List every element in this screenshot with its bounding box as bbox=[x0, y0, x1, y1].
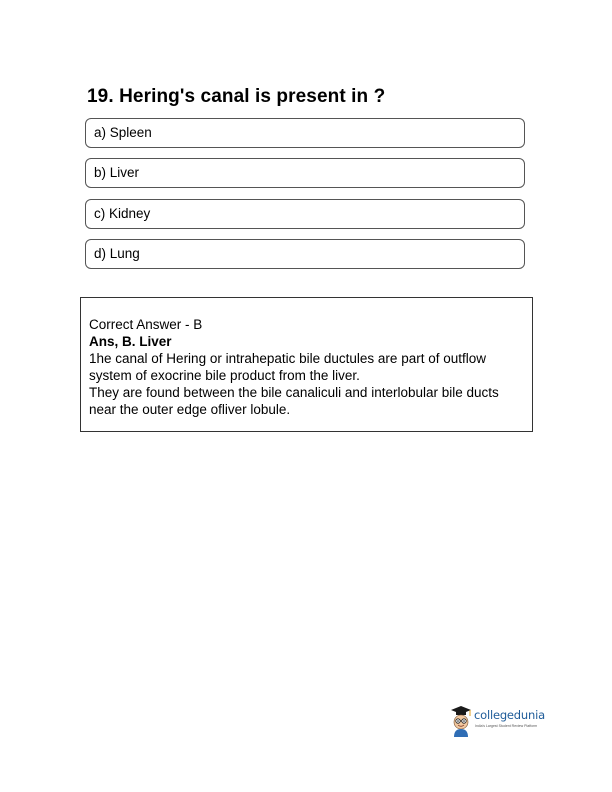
answer-heading: Ans, B. Liver bbox=[89, 334, 172, 349]
question-title: 19. Hering's canal is present in ? bbox=[87, 86, 386, 107]
collegedunia-logo bbox=[449, 703, 544, 739]
logo-tagline: India's Largest Student Review Platform bbox=[475, 724, 538, 728]
explanation-line-3: They are found between the bile canaliculi and interlobular bile ducts bbox=[89, 385, 499, 400]
option-c[interactable]: c) Kidney bbox=[85, 199, 525, 229]
option-d[interactable]: d) Lung bbox=[85, 239, 525, 269]
mascot-icon bbox=[449, 703, 473, 739]
logo-wordmark: collegedunia bbox=[474, 708, 545, 722]
explanation-line-4: near the outer edge ofliver lobule. bbox=[89, 402, 291, 417]
option-a[interactable]: a) Spleen bbox=[85, 118, 525, 148]
option-b[interactable]: b) Liver bbox=[85, 158, 525, 188]
explanation-line-2: system of exocrine bile product from the liver. bbox=[89, 368, 360, 383]
answer-box bbox=[80, 297, 533, 432]
correct-answer-text: Correct Answer - B bbox=[89, 317, 203, 332]
explanation-line-1: 1he canal of Hering or intrahepatic bile ductules are part of outflow bbox=[89, 351, 486, 366]
